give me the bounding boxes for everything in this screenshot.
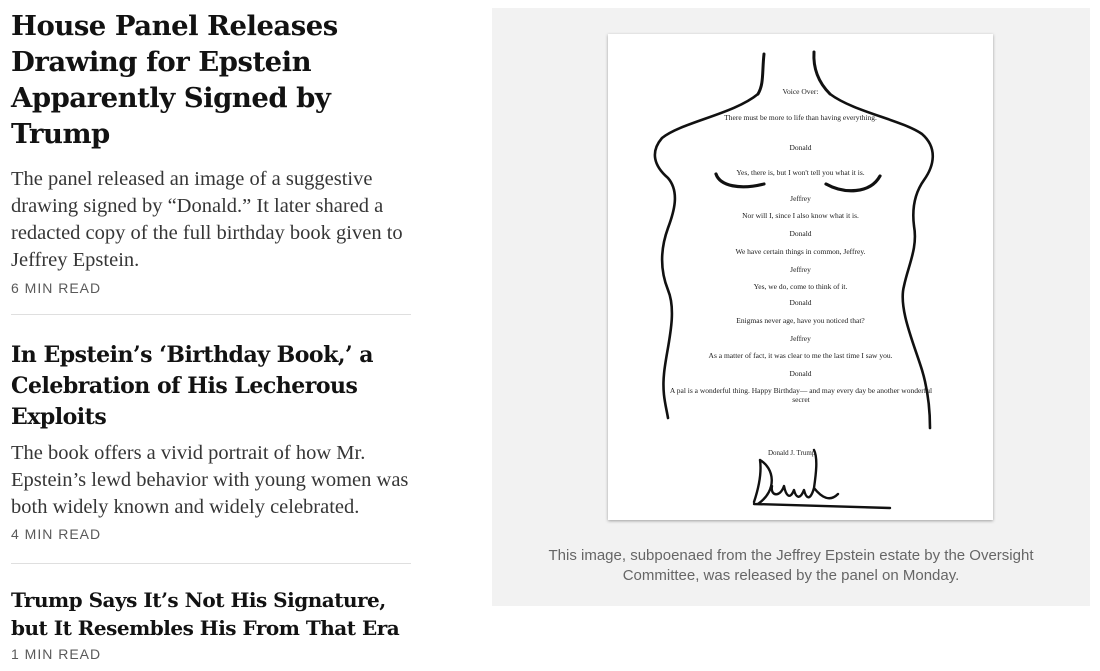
story-item[interactable] <box>11 586 411 662</box>
story-headline[interactable]: Trump Says It’s Not His Signature, but It Resembles His From That Era <box>11 588 400 640</box>
document-line: We have certain things in common, Jeffrey. <box>735 247 866 256</box>
document-line: Yes, there is, but I won't tell you what it is. <box>736 168 865 177</box>
document-text <box>608 34 993 520</box>
story-item[interactable] <box>11 340 411 564</box>
document-line: There must be more to life than having everything. <box>724 113 877 122</box>
document-line: As a matter of fact, it was clear to me the last time I saw you. <box>708 351 893 360</box>
story-read-time: 6 MIN READ <box>11 280 102 296</box>
document-line: Nor will I, since I also know what it is. <box>742 211 859 220</box>
signature-name: Donald J. Trump <box>768 449 816 457</box>
document-line: A pal is a wonderful thing. Happy Birthday— and may every day be another wonderful secret <box>669 386 933 404</box>
drawing-document <box>608 34 993 520</box>
story-list <box>11 8 411 662</box>
document-line: Donald <box>789 298 812 307</box>
story-summary: The panel released an image of a suggestive drawing signed by “Donald.” It later shared a redacted copy of the full birthday book given to Jeffrey Epstein. <box>11 168 403 271</box>
story-headline[interactable]: In Epstein’s ‘Birthday Book,’ a Celebration of His Lecherous Exploits <box>11 342 374 430</box>
story-read-time: 4 MIN READ <box>11 526 102 542</box>
document-line: Enigmas never age, have you noticed that? <box>736 316 865 325</box>
document-line: Jeffrey <box>790 265 811 274</box>
document-line: Jeffrey <box>790 334 811 343</box>
lead-image-panel[interactable] <box>492 8 1090 606</box>
document-line: Jeffrey <box>790 194 811 203</box>
document-line: Donald <box>789 369 812 378</box>
story-headline[interactable]: House Panel Releases Drawing for Epstein Apparently Signed by Trump <box>11 10 338 150</box>
document-line: Yes, we do, come to think of it. <box>753 282 848 291</box>
story-item[interactable] <box>11 8 411 315</box>
document-line: Voice Over: <box>782 87 819 96</box>
story-read-time: 1 MIN READ <box>11 646 102 662</box>
story-summary: The book offers a vivid portrait of how Mr. Epstein’s lewd behavior with young women was both widely known and widely celebrated. <box>11 442 409 518</box>
document-line: Donald <box>789 229 812 238</box>
image-caption: This image, subpoenaed from the Jeffrey Epstein estate by the Oversight Committee, was released by the panel on Monday. <box>548 547 1034 584</box>
document-line: Donald <box>789 143 812 152</box>
